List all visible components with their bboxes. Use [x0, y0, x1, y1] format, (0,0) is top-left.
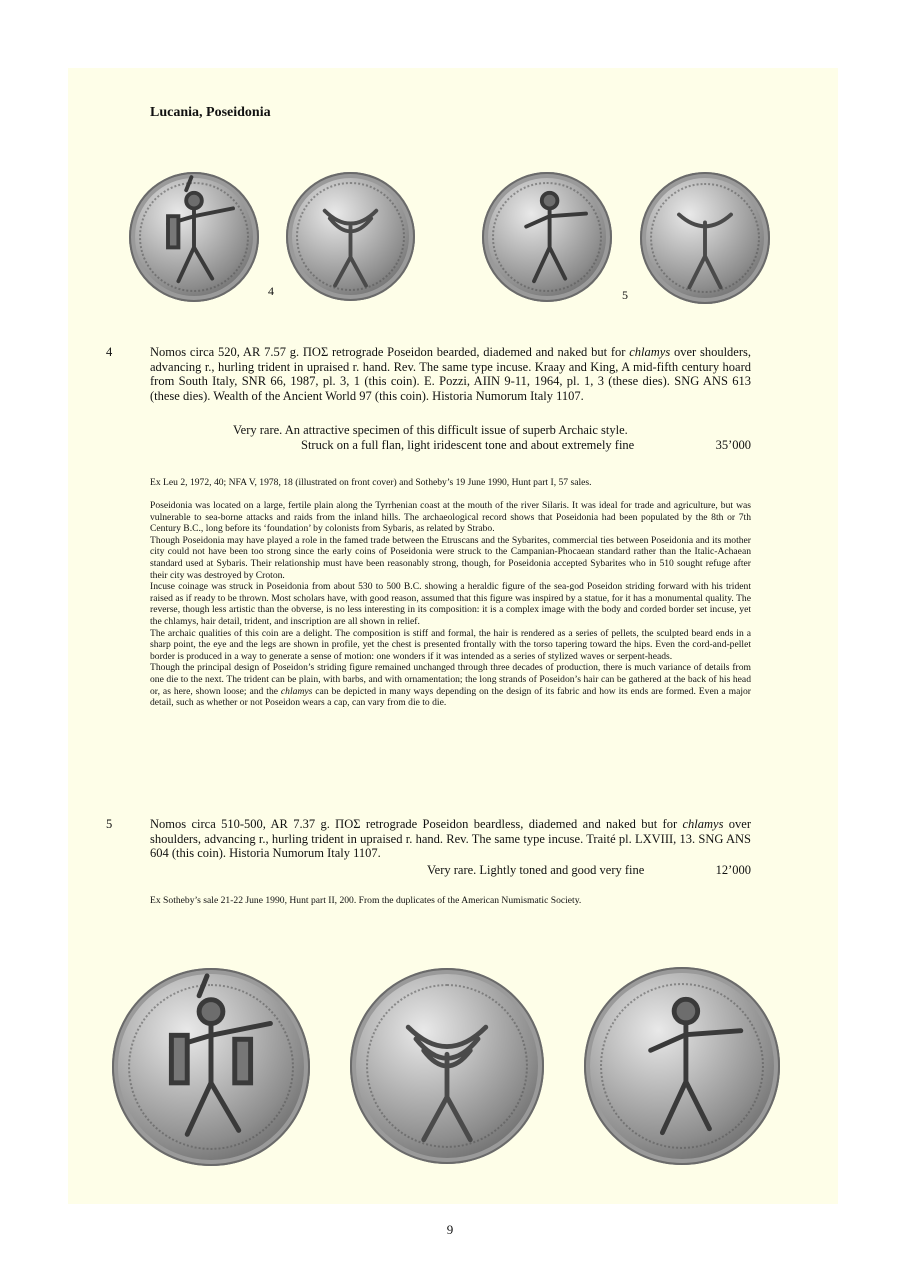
note-paragraph-1: Poseidonia was located on a large, fertile plain along the Tyrrhenian coast at the mouth of the river Silaris. It was ideal for trade and agriculture, but was vulnerable to sea-borne attacks and raids from the inland hills. The archaeological record shows that Poseidonia had been populated by the 8th or 7th Century B.C., long before its ‘foundation’ by colonists from Sybaris, as related by Strabo.: [150, 500, 751, 535]
lot-5-price: 12’000: [715, 863, 751, 877]
section-heading: Lucania, Poseidonia: [150, 105, 271, 120]
lot-4-provenance: Ex Leu 2, 1972, 40; NFA V, 1978, 18 (illustrated on front cover) and Sotheby’s 19 June 1990, Hunt part I, 57 sales.: [150, 477, 592, 488]
poseidon-figure-icon: [112, 968, 310, 1166]
poseidon-incuse-figure-icon: [286, 172, 415, 301]
coin-4-obverse-enlarged-image: [112, 968, 310, 1166]
poseidon-incuse-figure-icon: [640, 172, 770, 304]
coin-4-reverse-image: [286, 172, 415, 301]
poseidon-figure-icon: [584, 967, 780, 1165]
note-paragraph-5: Though the principal design of Poseidon’s striding figure remained unchanged through three decades of production, there is much variance of details from one die to the next. The trident can be plain, with barbs, and with ornamentation; the long strands of Poseidon’s hair can be gathered at the back of his head or, as here, shown loose; and the chlamys can be depicted in many ways depending on the design of its fabric and how its ends are formed. Even a major detail, such as whether or not Poseidon wears a cap, can vary from die to die.: [150, 662, 751, 709]
lot-5-description: Nomos circa 510-500, AR 7.37 g. ΠΟΣ retrograde Poseidon beardless, diademed and naked but for chlamys over shoulders, advancing r., hurling trident in upraised r. hand. Rev. The same type incuse. Traité pl. LXVIII, 13. SNG ANS 604 (this coin). Historia Numorum Italy 1107.: [150, 817, 751, 861]
lot-4-remark-2: Struck on a full flan, light iridescent tone and about extremely fine: [301, 438, 635, 452]
lot-5-provenance: Ex Sotheby’s sale 21-22 June 1990, Hunt part II, 200. From the duplicates of the American Numismatic Society.: [150, 895, 582, 906]
lot-4-description: Nomos circa 520, AR 7.57 g. ΠΟΣ retrograde Poseidon bearded, diademed and naked but for chlamys over shoulders, advancing r., hurling trident in upraised r. hand. Rev. The same type incuse. Kraay and King, A mid-fifth century hoard from South Italy, SNR 66, 1987, pl. 3, 1 (this coin). E. Pozzi, AIIN 9-11, 1964, pl. 1, 3 (these dies). SNG ANS 613 (these dies). Wealth of the Ancient World 97 (this coin). Historia Numorum Italy 1107.: [150, 345, 752, 403]
coin-4-obverse-image: [129, 172, 259, 302]
lot-4-price: 35’000: [715, 438, 751, 452]
coin-5-reverse-image: [640, 172, 770, 304]
coin-5-obverse-enlarged-image: [584, 967, 780, 1165]
lot-4-number: 4: [106, 345, 113, 359]
page-number: 9: [446, 1222, 454, 1237]
poseidon-incuse-figure-icon: [350, 968, 544, 1164]
lot-5-remark: Very rare. Lightly toned and good very fine: [427, 863, 645, 877]
note-paragraph-4: The archaic qualities of this coin are a delight. The composition is stiff and formal, the hair is rendered as a series of pellets, the sculpted beard ends in a sharp point, the eye and the legs are shown in profile, yet the chest is presented frontally with the torso tapering toward the hips. Even the cord-and-pellet border is produced in a way to generate a sense of motion: one wonders if it was intended as a series of stylized waves or serpent-heads.: [150, 627, 751, 662]
poseidon-figure-icon: [482, 172, 612, 302]
coin-5-obverse-image: [482, 172, 612, 302]
lot-5-number: 5: [106, 817, 113, 831]
note-paragraph-2: Though Poseidonia may have played a role in the famed trade between the Etruscans and the Sybarites, commercial ties between Poseidonia and its mother city could not have been too strong since the early coins of Poseidonia were struck to the Campanian-Phocaean standard rather than the Italic-Achaean standard used at Sybaris. Their relationship must have been reasonably strong, though, for Poseidonia accepted Sybarites who in 510 sought refuge after their city was destroyed by Croton.: [150, 534, 751, 581]
commentary-note: [150, 500, 751, 709]
note-paragraph-3: Incuse coinage was struck in Poseidonia from about 530 to 500 B.C. showing a heraldic figure of the sea-god Poseidon striding forward with his trident raised as if ready to be thrown. Most scholars have, with good reason, assumed that this figure was inspired by a statue, for it has a monumental quality. The reverse, though less artistic than the obverse, is no less interesting in its composition: it is a complex image with the body and corded border set incuse, yet the chlamys, hair detail, trident, and inscription are all shown in relief.: [150, 581, 751, 627]
lot-4-remark-1: Very rare. An attractive specimen of this difficult issue of superb Archaic style.: [233, 423, 628, 437]
coin-label-4: 4: [268, 284, 274, 298]
coin-label-5: 5: [622, 288, 628, 302]
coin-4-reverse-enlarged-image: [350, 968, 544, 1164]
poseidon-figure-icon: [129, 172, 259, 302]
